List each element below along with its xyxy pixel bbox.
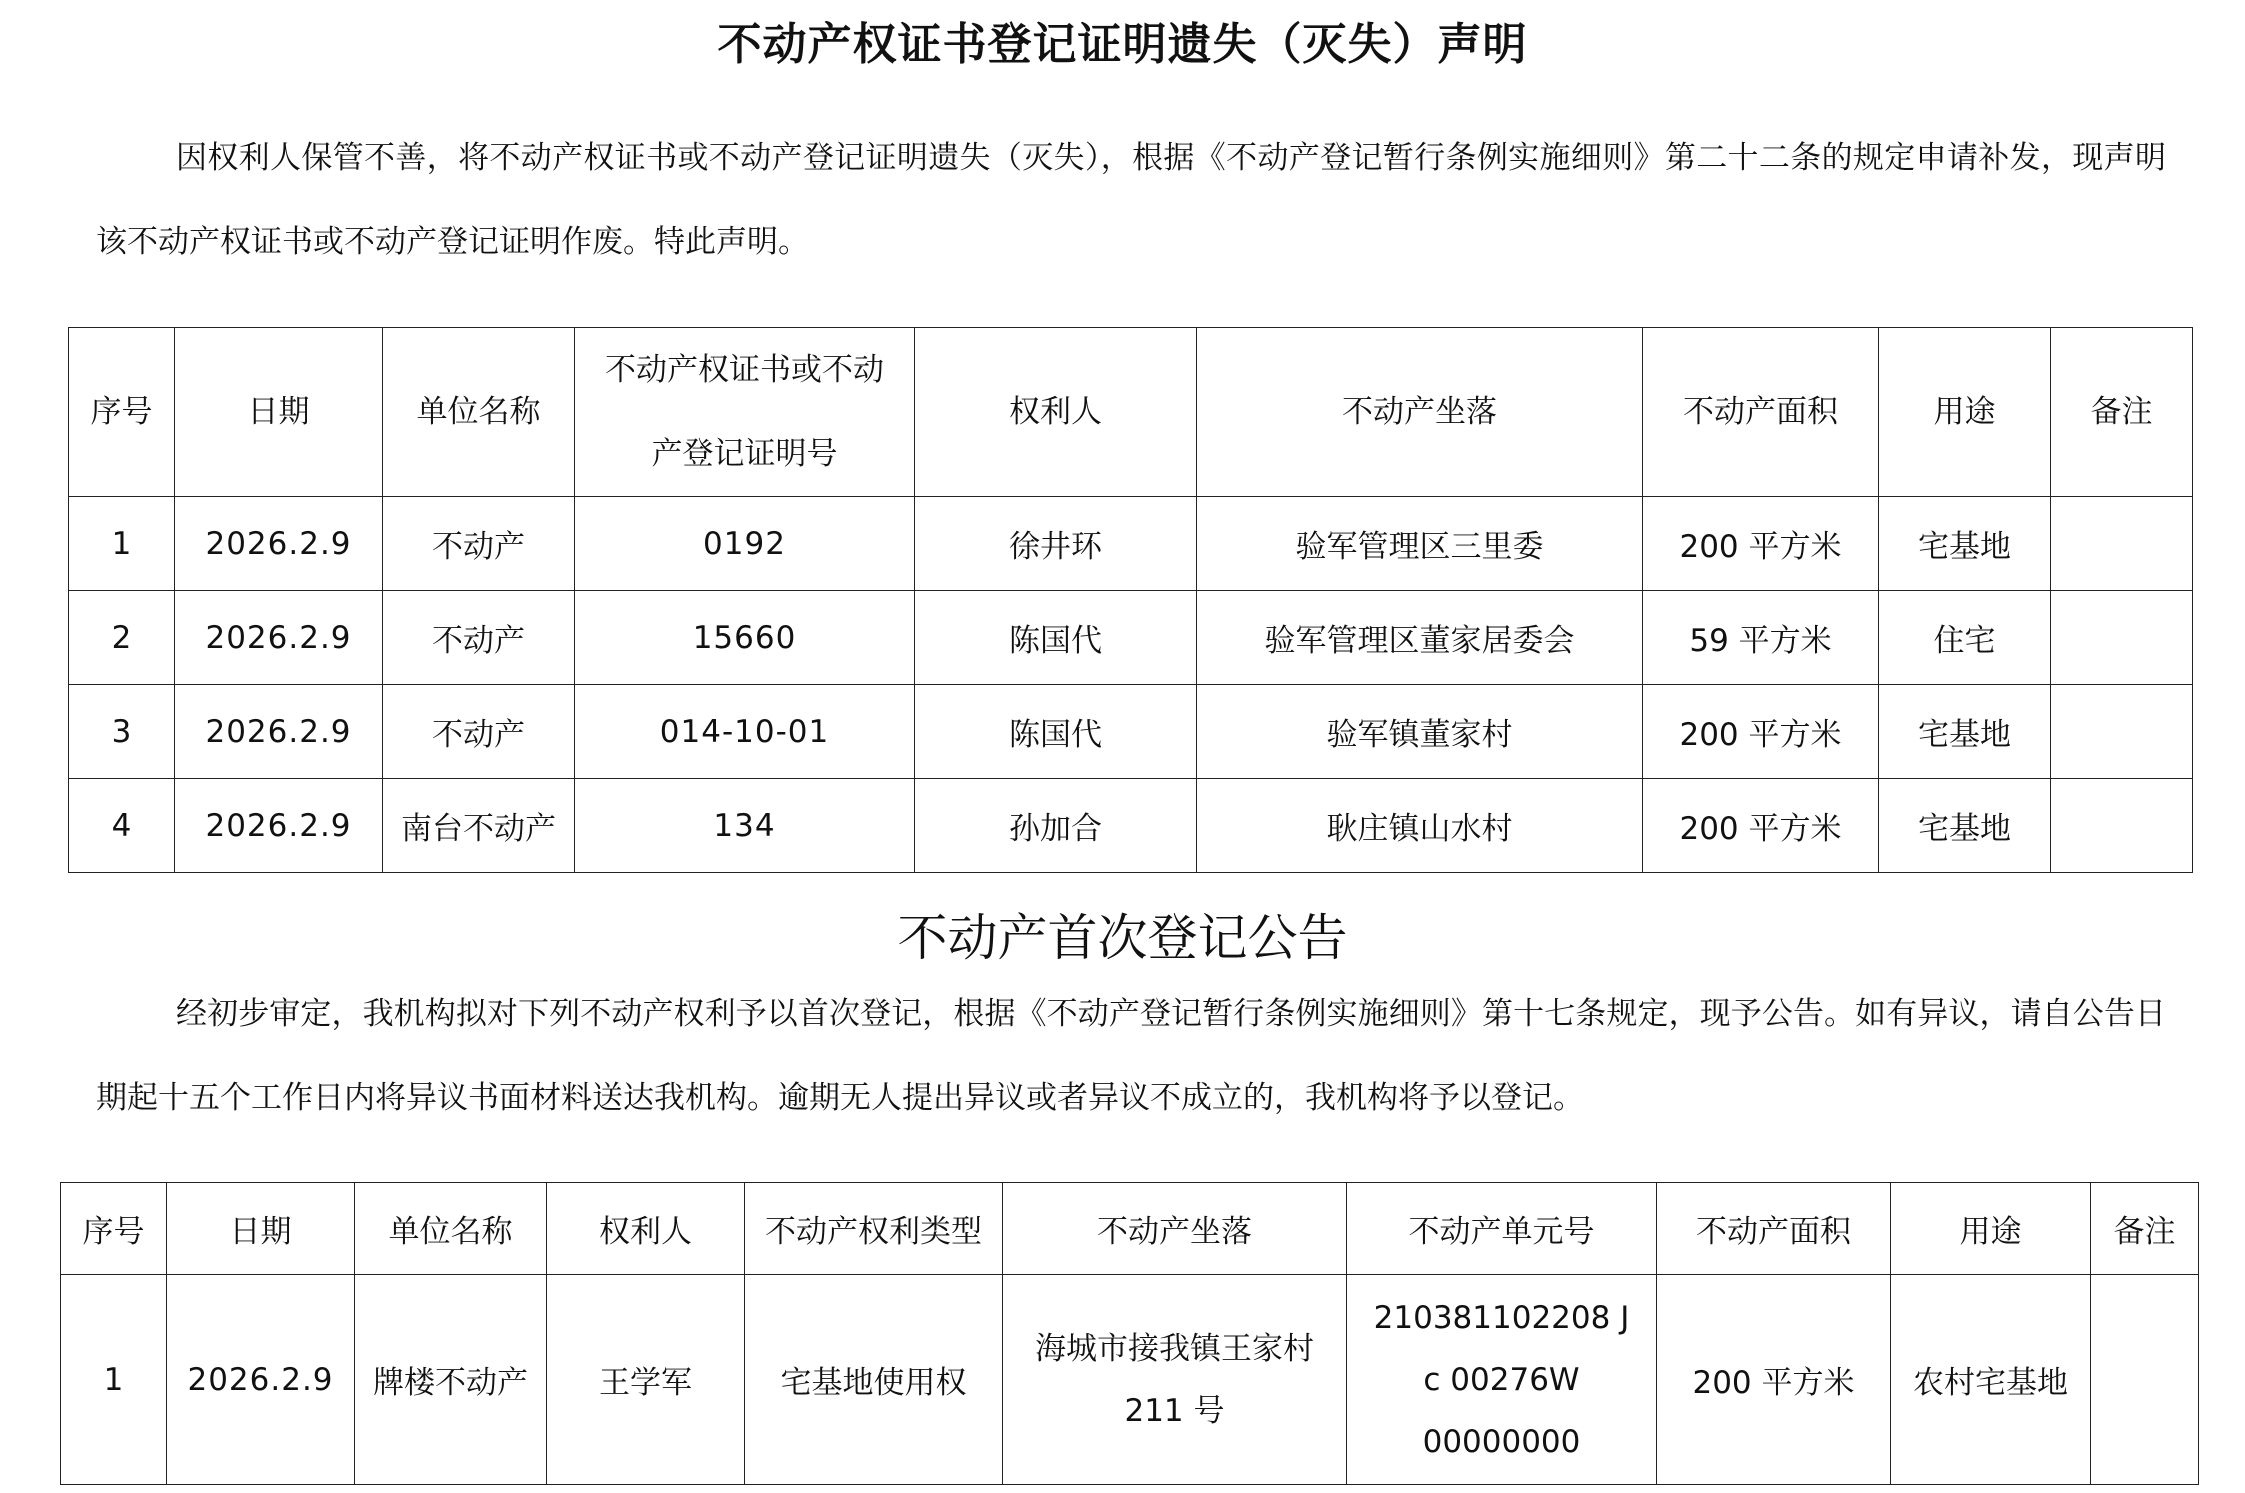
cell-unit: 牌楼不动产 — [355, 1275, 547, 1485]
cell-date: 2026.2.9 — [167, 1275, 355, 1485]
first-registration-title: 不动产首次登记公告 — [897, 909, 1348, 967]
cell-unit: 不动产 — [383, 497, 575, 591]
cell-holder: 孙加合 — [915, 779, 1197, 873]
header-cert-no — [575, 328, 915, 497]
cell-holder: 陈国代 — [915, 591, 1197, 685]
header-cert-no-line2: 产登记证明号 — [651, 436, 838, 472]
first-registration-paragraph: 经初步审定，我机构拟对下列不动产权利予以首次登记，根据《不动产登记暂行条例实施细则》第十七条规定，现予公告。如有异议，请自公告日期起十五个工作日内将异议书面材料送达我机构。逾期无人提出异议或者异议不成立的，我机构将予以登记。 — [96, 996, 2166, 1116]
cell-holder: 徐井环 — [915, 497, 1197, 591]
cell-area: 59 平方米 — [1643, 591, 1879, 685]
cell-remark — [2051, 779, 2193, 873]
cell-remark — [2051, 497, 2193, 591]
table-row — [69, 591, 2193, 685]
table-row — [69, 497, 2193, 591]
cell-area: 200 平方米 — [1643, 685, 1879, 779]
cell-unit-no-line1: 210381102208 J — [1373, 1299, 1630, 1336]
cell-unit: 不动产 — [383, 685, 575, 779]
table-row — [69, 779, 2193, 873]
lost-notice-header-row — [69, 328, 2193, 497]
header-area: 不动产面积 — [1657, 1183, 1891, 1275]
cell-remark — [2091, 1275, 2199, 1485]
cell-location: 验军管理区三里委 — [1197, 497, 1643, 591]
cell-remark — [2051, 685, 2193, 779]
cell-date: 2026.2.9 — [175, 685, 383, 779]
first-registration-table — [60, 1182, 2199, 1485]
cell-area: 200 平方米 — [1643, 497, 1879, 591]
cell-date: 2026.2.9 — [175, 591, 383, 685]
header-date: 日期 — [167, 1183, 355, 1275]
cell-unit: 南台不动产 — [383, 779, 575, 873]
header-unit: 单位名称 — [355, 1183, 547, 1275]
cell-usage: 农村宅基地 — [1891, 1275, 2091, 1485]
cell-location-line1: 海城市接我镇王家村 — [1035, 1330, 1314, 1367]
lost-notice-paragraph: 因权利人保管不善，将不动产权证书或不动产登记证明遗失（灭失），根据《不动产登记暂行条例实施细则》第二十二条的规定申请补发，现声明该不动产权证书或不动产登记证明作废。特此声明。 — [96, 140, 2166, 260]
cell-usage: 住宅 — [1879, 591, 2051, 685]
cell-unit: 不动产 — [383, 591, 575, 685]
cell-seq: 1 — [69, 497, 175, 591]
cell-seq: 4 — [69, 779, 175, 873]
header-unit: 单位名称 — [383, 328, 575, 497]
cell-location: 耿庄镇山水村 — [1197, 779, 1643, 873]
cell-cert-no: 15660 — [575, 591, 915, 685]
cell-cert-no: 014-10-01 — [575, 685, 915, 779]
first-registration-header-row — [61, 1183, 2199, 1275]
cell-location — [1003, 1275, 1347, 1485]
cell-date: 2026.2.9 — [175, 497, 383, 591]
header-location: 不动产坐落 — [1003, 1183, 1347, 1275]
cell-remark — [2051, 591, 2193, 685]
header-cert-no-line1: 不动产权证书或不动 — [605, 352, 884, 388]
cell-cert-no: 134 — [575, 779, 915, 873]
cell-area: 200 平方米 — [1657, 1275, 1891, 1485]
cell-holder: 陈国代 — [915, 685, 1197, 779]
header-location: 不动产坐落 — [1197, 328, 1643, 497]
cell-area: 200 平方米 — [1643, 779, 1879, 873]
cell-usage: 宅基地 — [1879, 779, 2051, 873]
header-usage: 用途 — [1879, 328, 2051, 497]
cell-usage: 宅基地 — [1879, 685, 2051, 779]
header-seq: 序号 — [69, 328, 175, 497]
table-row — [69, 685, 2193, 779]
cell-seq: 3 — [69, 685, 175, 779]
header-unit-no: 不动产单元号 — [1347, 1183, 1657, 1275]
header-date: 日期 — [175, 328, 383, 497]
header-remark: 备注 — [2051, 328, 2193, 497]
cell-unit-no — [1347, 1275, 1657, 1485]
cell-unit-no-line2: c 00276W — [1423, 1361, 1580, 1398]
header-right-type: 不动产权利类型 — [745, 1183, 1003, 1275]
header-holder: 权利人 — [915, 328, 1197, 497]
lost-notice-title: 不动产权证书登记证明遗失（灭失）声明 — [717, 19, 1528, 70]
header-seq: 序号 — [61, 1183, 167, 1275]
cell-right-type: 宅基地使用权 — [745, 1275, 1003, 1485]
lost-notice-table — [68, 327, 2193, 873]
cell-cert-no: 0192 — [575, 497, 915, 591]
cell-seq: 1 — [61, 1275, 167, 1485]
cell-date: 2026.2.9 — [175, 779, 383, 873]
cell-location: 验军管理区董家居委会 — [1197, 591, 1643, 685]
table-row — [61, 1275, 2199, 1485]
header-holder: 权利人 — [547, 1183, 745, 1275]
cell-unit-no-line3: 00000000 — [1422, 1423, 1581, 1460]
cell-location: 验军镇董家村 — [1197, 685, 1643, 779]
header-area: 不动产面积 — [1643, 328, 1879, 497]
cell-location-line2: 211 号 — [1124, 1392, 1225, 1429]
header-usage: 用途 — [1891, 1183, 2091, 1275]
cell-holder: 王学军 — [547, 1275, 745, 1485]
header-remark: 备注 — [2091, 1183, 2199, 1275]
cell-usage: 宅基地 — [1879, 497, 2051, 591]
cell-seq: 2 — [69, 591, 175, 685]
